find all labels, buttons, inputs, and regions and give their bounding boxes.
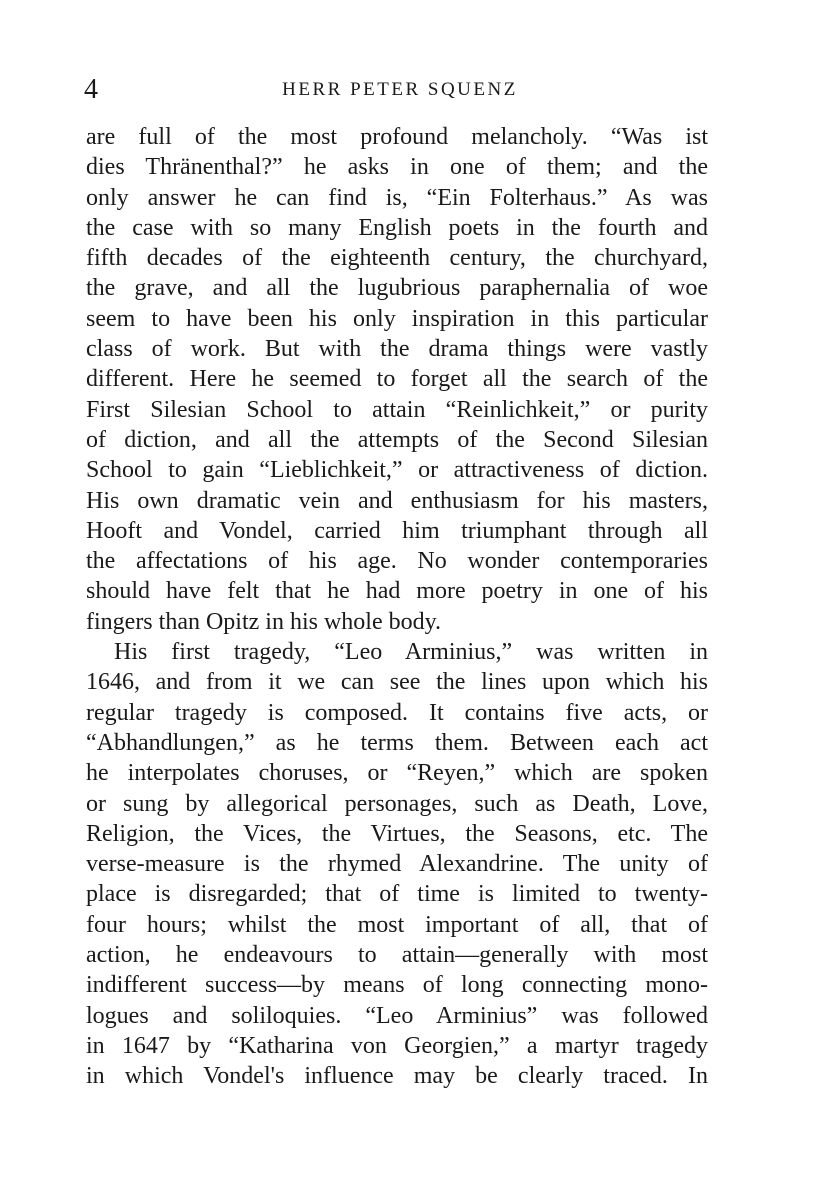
paragraph-first-line: His first tragedy, “Leo Arminius,” was written in — [114, 639, 708, 666]
text-line: “Abhandlungen,” as he terms them. Between each act — [86, 729, 708, 756]
text-line: he interpolates choruses, or “Reyen,” which are spoken — [86, 760, 708, 787]
text-line: indifferent success—by means of long connecting mono- — [86, 972, 708, 999]
text-line: Hooft and Vondel, carried him triumphant through all — [86, 517, 708, 544]
text-line: of diction, and all the attempts of the Second Silesian — [86, 426, 708, 453]
text-line: School to gain “Lieblichkeit,” or attractiveness of diction. — [86, 457, 708, 484]
text-line: fifth decades of the eighteenth century, the churchyard, — [86, 245, 708, 272]
text-line: in 1647 by “Katharina von Georgien,” a martyr tragedy — [86, 1032, 708, 1059]
text-line: His own dramatic vein and enthusiasm for his masters, — [86, 487, 708, 514]
text-line: action, he endeavours to attain—generally with most — [86, 942, 708, 969]
text-line: Religion, the Vices, the Virtues, the Seasons, etc. The — [86, 820, 708, 847]
text-line: or sung by allegorical personages, such as Death, Love, — [86, 790, 708, 817]
running-title: HERR PETER SQUENZ — [282, 79, 518, 100]
text-line: verse-measure is the rhymed Alexandrine. The unity of — [86, 851, 708, 878]
text-line: seem to have been his only inspiration in this particular — [86, 305, 708, 332]
text-line: logues and soliloquies. “Leo Arminius” was followed — [86, 1002, 708, 1029]
page-number: 4 — [84, 74, 98, 105]
text-line: class of work. But with the drama things were vastly — [86, 336, 708, 363]
text-line: First Silesian School to attain “Reinlichkeit,” or purity — [86, 396, 708, 423]
text-line: are full of the most profound melancholy. “Was ist — [86, 124, 708, 150]
text-line: regular tragedy is composed. It contains five acts, or — [86, 699, 708, 726]
text-line: the affectations of his age. No wonder contemporaries — [86, 548, 708, 575]
text-line: in which Vondel's influence may be clearly traced. In — [86, 1063, 708, 1090]
text-line: only answer he can find is, “Ein Folterhaus.” As was — [86, 184, 708, 211]
text-line: four hours; whilst the most important of all, that of — [86, 911, 708, 938]
body-text — [86, 122, 708, 1092]
text-line: 1646, and from it we can see the lines upon which his — [86, 669, 708, 696]
text-line: different. Here he seemed to forget all the search of the — [86, 366, 708, 393]
text-line: should have felt that he had more poetry in one of his — [86, 578, 708, 605]
paragraph-last-line: fingers than Opitz in his whole body. — [86, 608, 442, 635]
text-line: the grave, and all the lugubrious paraphernalia of woe — [86, 275, 708, 302]
text-line: place is disregarded; that of time is limited to twenty- — [86, 881, 708, 908]
text-line: dies Thränenthal?” he asks in one of them; and the — [86, 154, 708, 181]
text-line: the case with so many English poets in the fourth and — [86, 214, 708, 241]
